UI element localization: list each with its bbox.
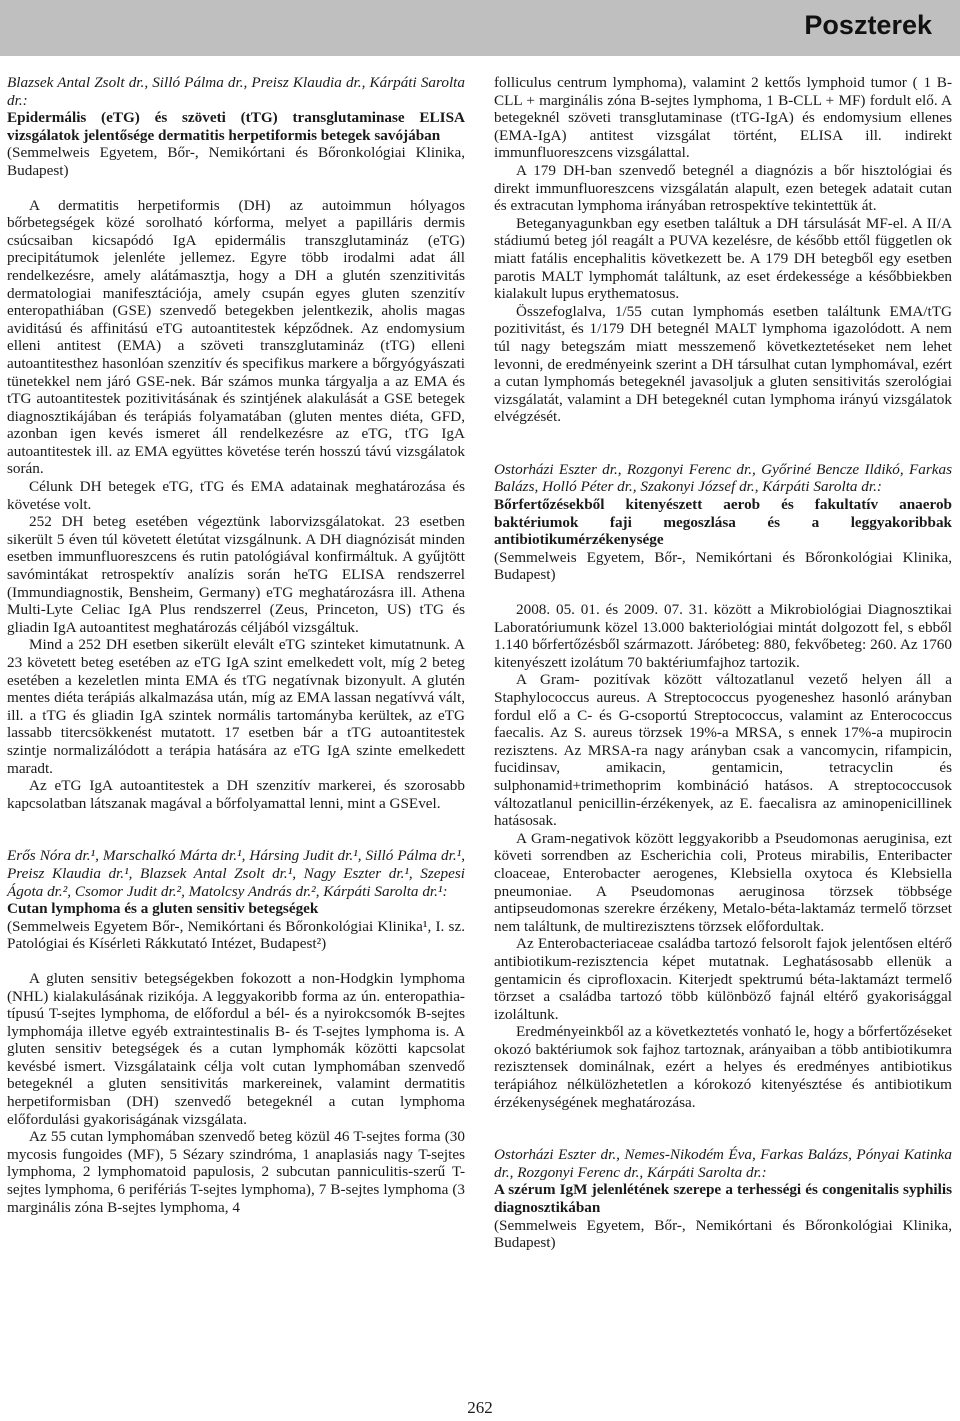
abstract-1-authors: Blazsek Antal Zsolt dr., Silló Pálma dr., Preisz Klaudia dr., Kárpáti Sarolta dr.: bbox=[7, 74, 465, 109]
abstract-2-affiliation: (Semmelweis Egyetem Bőr-, Nemikórtani és Bőronkológiai Klinika¹, I. sz. Patológiai és Kísérleti Rákkutató Intézet, Budapest²) bbox=[7, 917, 465, 953]
abstract-3-paragraph: Eredményeinkből az a következtetés vonható le, hogy a bőrfertőzéseket okozó baktériumok sok fajhoz tartoznak, arányaiban a több antibiotikumra rezisztensek dominálnak, ezért a helyes és eredményes antibiotikus terápiához nélkülözhetetlen a kórokozó kitenyésztése és antibiotikum érzékenységének meghatározása. bbox=[494, 1023, 952, 1111]
page-header-bar bbox=[0, 0, 960, 56]
abstract-3-paragraph: A Gram- pozitívak között változatlanul vezető helyen áll a Staphylococcus aureus. A Streptococcus pyogeneshez hasonló arányban fordul elő a C- és G-csoportú Streptococcus, valamint az Enterococcus faecalis. Az S. aureus törzsek 19%-a MRSA, s ennek 17%-a mupirocin rezisztens. Az MRSA-ra nagy arányban csak a vancomycin, rifampicin, fucidinsav, amikacin, gentamicin, tetracyclin és sulphonamid+trimethoprim kombináció hatásos. A streptococcusok változatlanul penicillin-érzékenyek, az E. faecalisra az aminopenicillinek hatásosak. bbox=[494, 671, 952, 830]
abstract-1-paragraph: Mind a 252 DH esetben sikerült elevált eTG szinteket kimutatnunk. A 23 követett beteg esetében az eTG IgA szint emelkedett volt, míg 2 beteg esetében a kezeletlen minta EMA és tTG negatívnak bizonyult. A glutén mentes diéta terápiás alkalmazása után, míg az EMA lassan negatívvá vált, ill. a tTG és gliadin IgA szintek normális tartományba kerültek, az eTG lassabb titercsökkenést mutatott. 17 esetben bár a tTG autoantitestek szintje normalizálódott a terápia hatására az eTG IgA szinte emelkedett maradt. bbox=[7, 636, 465, 777]
abstract-3-paragraph: Az Enterobacteriaceae családba tartozó felsorolt fajok jelentősen eltérő antibiotikum-rezisztencia képet mutatnak. Leghatásosabb ellenük a gentamicin és ciprofloxacin. Kiterjedt spektrumú béta-laktamázt termelő törzset a családba tartozó több különböző fajnál eltérő gyakorisággal izoláltunk. bbox=[494, 935, 952, 1023]
abstract-3-affiliation: (Semmelweis Egyetem, Bőr-, Nemikórtani és Bőronkológiai Klinika, Budapest) bbox=[494, 548, 952, 584]
page-number: 262 bbox=[467, 1398, 493, 1417]
abstract-2-continued-paragraph: Beteganyagunkban egy esetben találtuk a DH társulását MF-el. A II/A stádiumú beteg jól reagált a PUVA kezelésre, de később ettől független ok miatt fatális encephalitis következett be. A 179 DH betegből egy esetben parotis MALT lymphomát találtunk, az eset érdekessége a későbbiekben kialakult lupus erythematosus. bbox=[494, 214, 952, 303]
abstract-2-continued-paragraph: A 179 DH-ban szenvedő betegnél a diagnózis a bőr hisztológiai és direkt immunfluoreszcens vizsgálatán alapult, ezen betegek adatait cutan és extracutan lymphoma irányában retrospektíve tekintettük át. bbox=[494, 161, 952, 215]
abstract-1-affiliation: (Semmelweis Egyetem, Bőr-, Nemikórtani és Bőronkológiai Klinika, Budapest) bbox=[7, 144, 465, 179]
abstract-1-title: Epidermális (eTG) és szöveti (tTG) transglutaminase ELISA vizsgálatok jelentősége dermatitis herpetiformis betegek savójában bbox=[7, 109, 465, 144]
left-column bbox=[7, 74, 465, 1216]
section-title: Poszterek bbox=[804, 10, 932, 40]
abstract-2-paragraph: Az 55 cutan lymphomában szenvedő beteg közül 46 T-sejtes forma (30 mycosis fungoides (MF), 5 Sézary szindróma, 1 anaplasiás nagy T-sejtes lymphoma, 2 lymphomatoid papulosis, 2 subcutan panniculitis-szerű T-sejtes lymphoma, 6 perifériás T-sejtes lymphoma), 7 B-sejtes lymphoma (3 marginális zóna B-sejtes lymphoma, 4 bbox=[7, 1128, 465, 1216]
abstract-1-paragraph: Célunk DH betegek eTG, tTG és EMA adatainak meghatározása és követése volt. bbox=[7, 478, 465, 513]
abstract-3-authors: Ostorházi Eszter dr., Rozgonyi Ferenc dr., Győriné Bencze Ildikó, Farkas Balázs, Holló Péter dr., Szakonyi József dr., Kárpáti Sarolta dr.: bbox=[494, 460, 952, 496]
abstract-1-paragraph: A dermatitis herpetiformis (DH) az autoimmun hólyagos bőrbetegségek közé sorolható kórforma, melyet a papilláris dermis csúcsaiban kicsapódó IgA epidermális transzglutamináz (eTG) precipitátumok jelenléte jellemez. Egyre több irodalmi adat áll rendelkezésre, amely alátámasztja, hogy a DH a glutén szenzitivitás dermatologiai manifesztációja, amely csupán egyes gluten szenzitív enteropathiában (GSE) szenvedő betegekben jelentkezik, aholis magas aviditású és affinitású eTG autoantitestek képződnek. Az endomysium elleni antitest (EMA) a szöveti transzglutamináz (tTG) elleni autoantitesthez hasonlóan szenzitív és specifikus markere a bőrgyógyászati tünetekkel nem járó GSE-nek. Bár számos munka tárgyalja a az EMA és tTG autoantitestek pozitivitásának és szintjének alakulását a GSE betegek diagnosztikájában és terápiás folyamatában (gluten mentes diéta, GFD, azonban igen kevés ismeret áll rendelkezésre az eTG, tTG IgA autoantitestek ill. az EMA együttes követése terén hosszú távú vizsgálatok során. bbox=[7, 196, 465, 478]
abstract-3-paragraph: 2008. 05. 01. és 2009. 07. 31. között a Mikrobiológiai Diagnosztikai Laboratóriumunk közel 13.000 bakteriológiai mintát dolgozott fel, s ebből 1.140 bőrfertőzésből származott. Járóbeteg: 880, fekvőbeteg: 260. Az 1760 kitenyészett izolátum 70 baktériumfajhoz tartozik. bbox=[494, 601, 952, 671]
abstract-3-paragraph: A Gram-negativok között leggyakoribb a Pseudomonas aeruginisa, ezt követi sorrendben az Escherichia coli, Proteus mirabilis, Enteribacter cloaceae, Enterobacter aerogenes, Klebsiella oxytoca és Klebsiella pneumoniae. A Pseudomonas aeruginosa törzsek többsége antipseudomonas szerekre érzékeny, Metalo-béta-laktamáz termelő törzset nem találtunk, de multirezisztens törzsek előfordultak. bbox=[494, 829, 952, 935]
abstract-1-paragraph: 252 DH beteg esetében végeztünk laborvizsgálatokat. 23 esetben sikerült 5 éven túl követett életútat vizsgálnunk. A DH diagnózisát minden esetben immunfluoreszcens és rutin patológiával konfirmáltuk. A gyűjtött savómintákat retrospektív analízis során heTG ELISA rendszerrel (Immundiagnostik, Bensheim, Germany) eTG meghatározásra ill. Athena Multi-Lyte Celiac IgA Plus rendszerrel (Zeus, Princeton, US) tTG és gliadin IgA autoantitest meghatározás céljából vizsgáltuk. bbox=[7, 513, 465, 636]
abstract-2-continued-paragraph: folliculus centrum lymphoma), valamint 2 kettős lymphoid tumor ( 1 B-CLL + marginális zóna B-sejtes lymphoma, 1 B-CLL + MF) fordult elő. A betegeknél szöveti transglutaminase (tTG-IgA) és endomysium ellenes (EMA-IgA) antitest vizsgálat történt, ELISA ill. indirekt immunfluoreszcens vizsgálattal. bbox=[494, 74, 952, 162]
abstract-2-authors: Erős Nóra dr.¹, Marschalkó Márta dr.¹, Hársing Judit dr.¹, Silló Pálma dr.¹, Preisz Klaudia dr.¹, Blazsek Antal Zsolt dr.¹, Nagy Eszter dr.¹, Szepesi Ágota dr.², Csomor Judit dr.², Matolcsy András dr.², Kárpáti Sarolta dr.¹: bbox=[7, 847, 465, 900]
abstract-2-title: Cutan lymphoma és a gluten sensitiv betegségek bbox=[7, 900, 319, 918]
abstract-2-continued-paragraph: Összefoglalva, 1/55 cutan lymphomás esetben találtunk EMA/tTG pozitivitást, és 1/179 DH betegnél MALT lymphoma igazolódott. A nem túl nagy betegszám miatt messzemenő következtetéseket nem lehet levonni, de eredményeink szerint a DH társulhat cutan lymphomával, ezért a cutan lymphomás betegeknél javasoljuk a gluten sensitivitás szerológiai vizsgálatát, valamint a DH betegeknél cutan lymphoma irányú vizsgálatok elvégzését. bbox=[494, 302, 952, 426]
abstract-4-title: A szérum IgM jelenlétének szerepe a terhességi és congenitalis syphilis diagnosztikában bbox=[494, 1181, 952, 1217]
abstract-4-authors: Ostorházi Eszter dr., Nemes-Nikodém Éva, Farkas Balázs, Pónyai Katinka dr., Rozgonyi Ferenc dr., Kárpáti Sarolta dr.: bbox=[494, 1146, 952, 1181]
abstract-2-paragraph: A gluten sensitiv betegségekben fokozott a non-Hodgkin lymphoma (NHL) kialakulásának rizikója. A leggyakoribb forma az ún. enteropathia-típusú T-sejtes lymphoma, de előfordul a bél- és a nyirokcsomók B-sejtes lymphomája illetve egyéb extraintestinalis B- és T-sejtes lymphoma is. A gluten sensitiv betegségek és a cutan lymphomák közötti kapcsolat kevésbé ismert. Vizsgálataink célja volt cutan lymphomában szenvedő betegeknél a gluten sensitivitás markereinek, valamint dermatitis herpetiformisban (DH) szenvedő betegeknél a cutan lymphoma előfordulási gyakoriságának vizsgálata. bbox=[7, 969, 465, 1128]
abstract-4-affiliation: (Semmelweis Egyetem, Bőr-, Nemikórtani és Bőronkológiai Klinika, Budapest) bbox=[494, 1216, 952, 1252]
abstract-3-title: Bőrfertőzésekből kitenyészett aerob és fakultatív anaerob baktériumok faji megoszlása és a leggyakoribbak antibiotikumérzékenysége bbox=[494, 496, 952, 549]
right-column bbox=[494, 74, 952, 1252]
abstract-1-paragraph: Az eTG IgA autoantitestek a DH szenzitív markerei, és szorosabb kapcsolatban látszanak magával a bőrfolyamattal lenni, mint a GSEvel. bbox=[7, 777, 465, 812]
